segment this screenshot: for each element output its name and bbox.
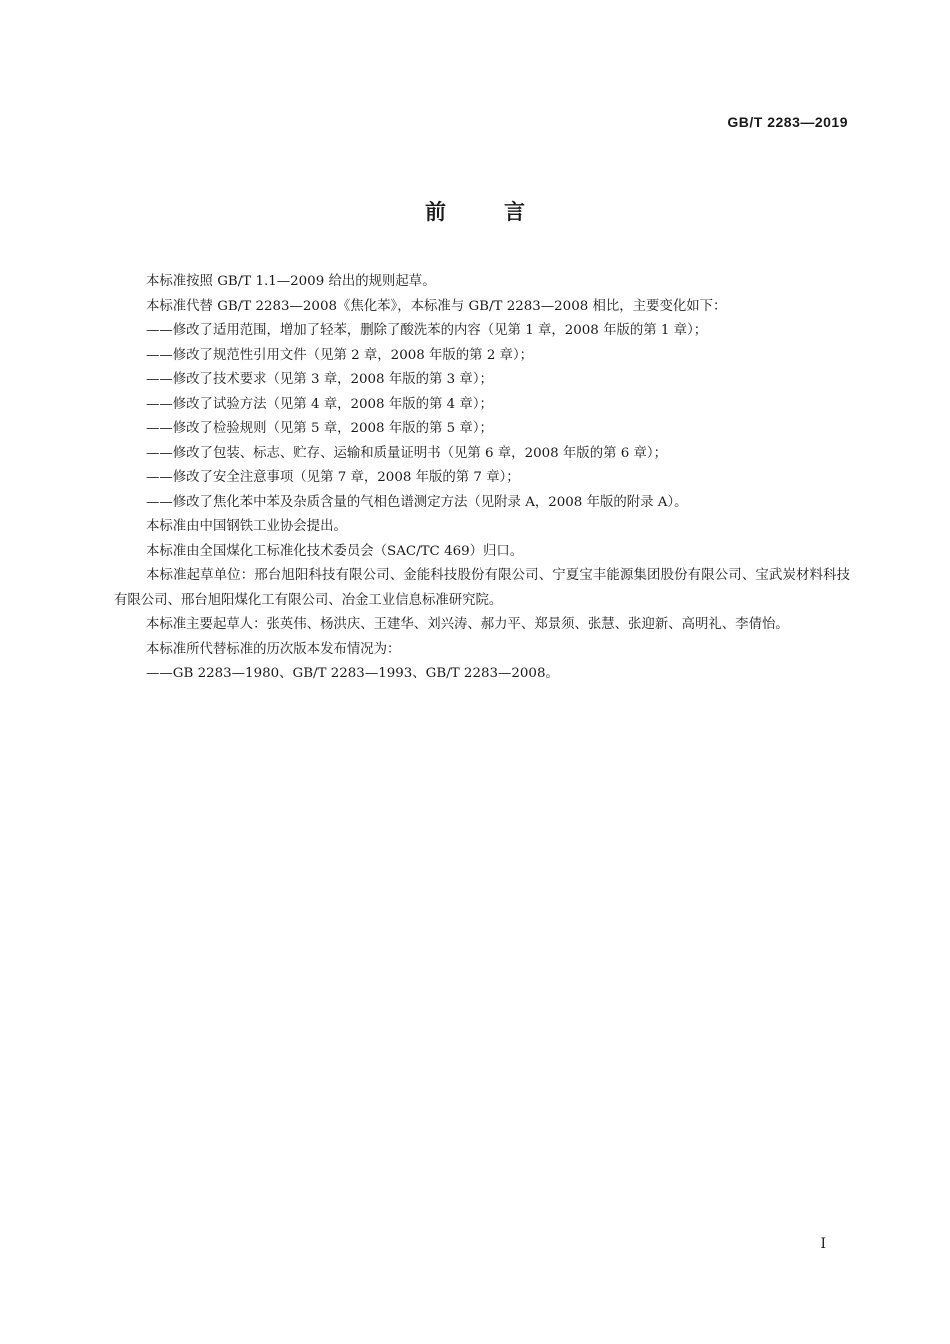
change-item-inspection: ——修改了检验规则（见第 5 章，2008 年版的第 5 章）； [146, 421, 493, 436]
standard-code: GB/T 2283—2019 [727, 114, 848, 130]
paragraph-drafters: 本标准主要起草人：张英伟、杨洪庆、王建华、刘兴涛、郝力平、郑景须、张慧、张迎新、高明礼、李倩怡。 [146, 617, 789, 632]
change-item-scope: ——修改了适用范围，增加了轻苯，删除了酸洗苯的内容（见第 1 章，2008 年版的第 1 章）； [146, 323, 708, 338]
change-item-references: ——修改了规范性引用文件（见第 2 章，2008 年版的第 2 章）； [146, 347, 534, 363]
page-title: 前言 [425, 200, 583, 224]
change-item-requirements: ——修改了技术要求（见第 3 章，2008 年版的第 3 章）； [146, 372, 493, 387]
paragraph-proposer: 本标准由中国钢铁工业协会提出。 [146, 519, 347, 534]
change-item-safety: ——修改了安全注意事项（见第 7 章，2008 年版的第 7 章）； [146, 470, 520, 485]
paragraph-replacement: 本标准代替 GB/T 2283—2008《焦化苯》，本标准与 GB/T 2283—2008 相比，主要变化如下： [146, 298, 727, 314]
paragraph-committee: 本标准由全国煤化工标准化技术委员会（SAC/TC 469）归口。 [146, 543, 524, 559]
preface-body [114, 270, 850, 687]
change-item-test-methods: ——修改了试验方法（见第 4 章，2008 年版的第 4 章）； [146, 396, 493, 412]
paragraph-history-intro: 本标准所代替标准的历次版本发布情况为： [146, 641, 401, 657]
paragraph-drafting-units: 本标准起草单位：邢台旭阳科技有限公司、金能科技股份有限公司、宁夏宝丰能源集团股份有限公司、宝武炭材料科技有限公司、邢台旭阳煤化工有限公司、冶金工业信息标准研究院。 [114, 568, 850, 608]
paragraph-drafting-rules: 本标准按照 GB/T 1.1—2009 给出的规则起草。 [146, 274, 436, 289]
change-item-packaging: ——修改了包装、标志、贮存、运输和质量证明书（见第 6 章，2008 年版的第 6 章）； [146, 445, 667, 461]
paragraph-history-versions: ——GB 2283—1980、GB/T 2283—1993、GB/T 2283—2008。 [146, 666, 559, 681]
page-number: I [820, 1236, 826, 1252]
change-item-gc-method: ——修改了焦化苯中苯及杂质含量的气相色谱测定方法（见附录 A，2008 年版的附录 A）。 [146, 494, 688, 510]
